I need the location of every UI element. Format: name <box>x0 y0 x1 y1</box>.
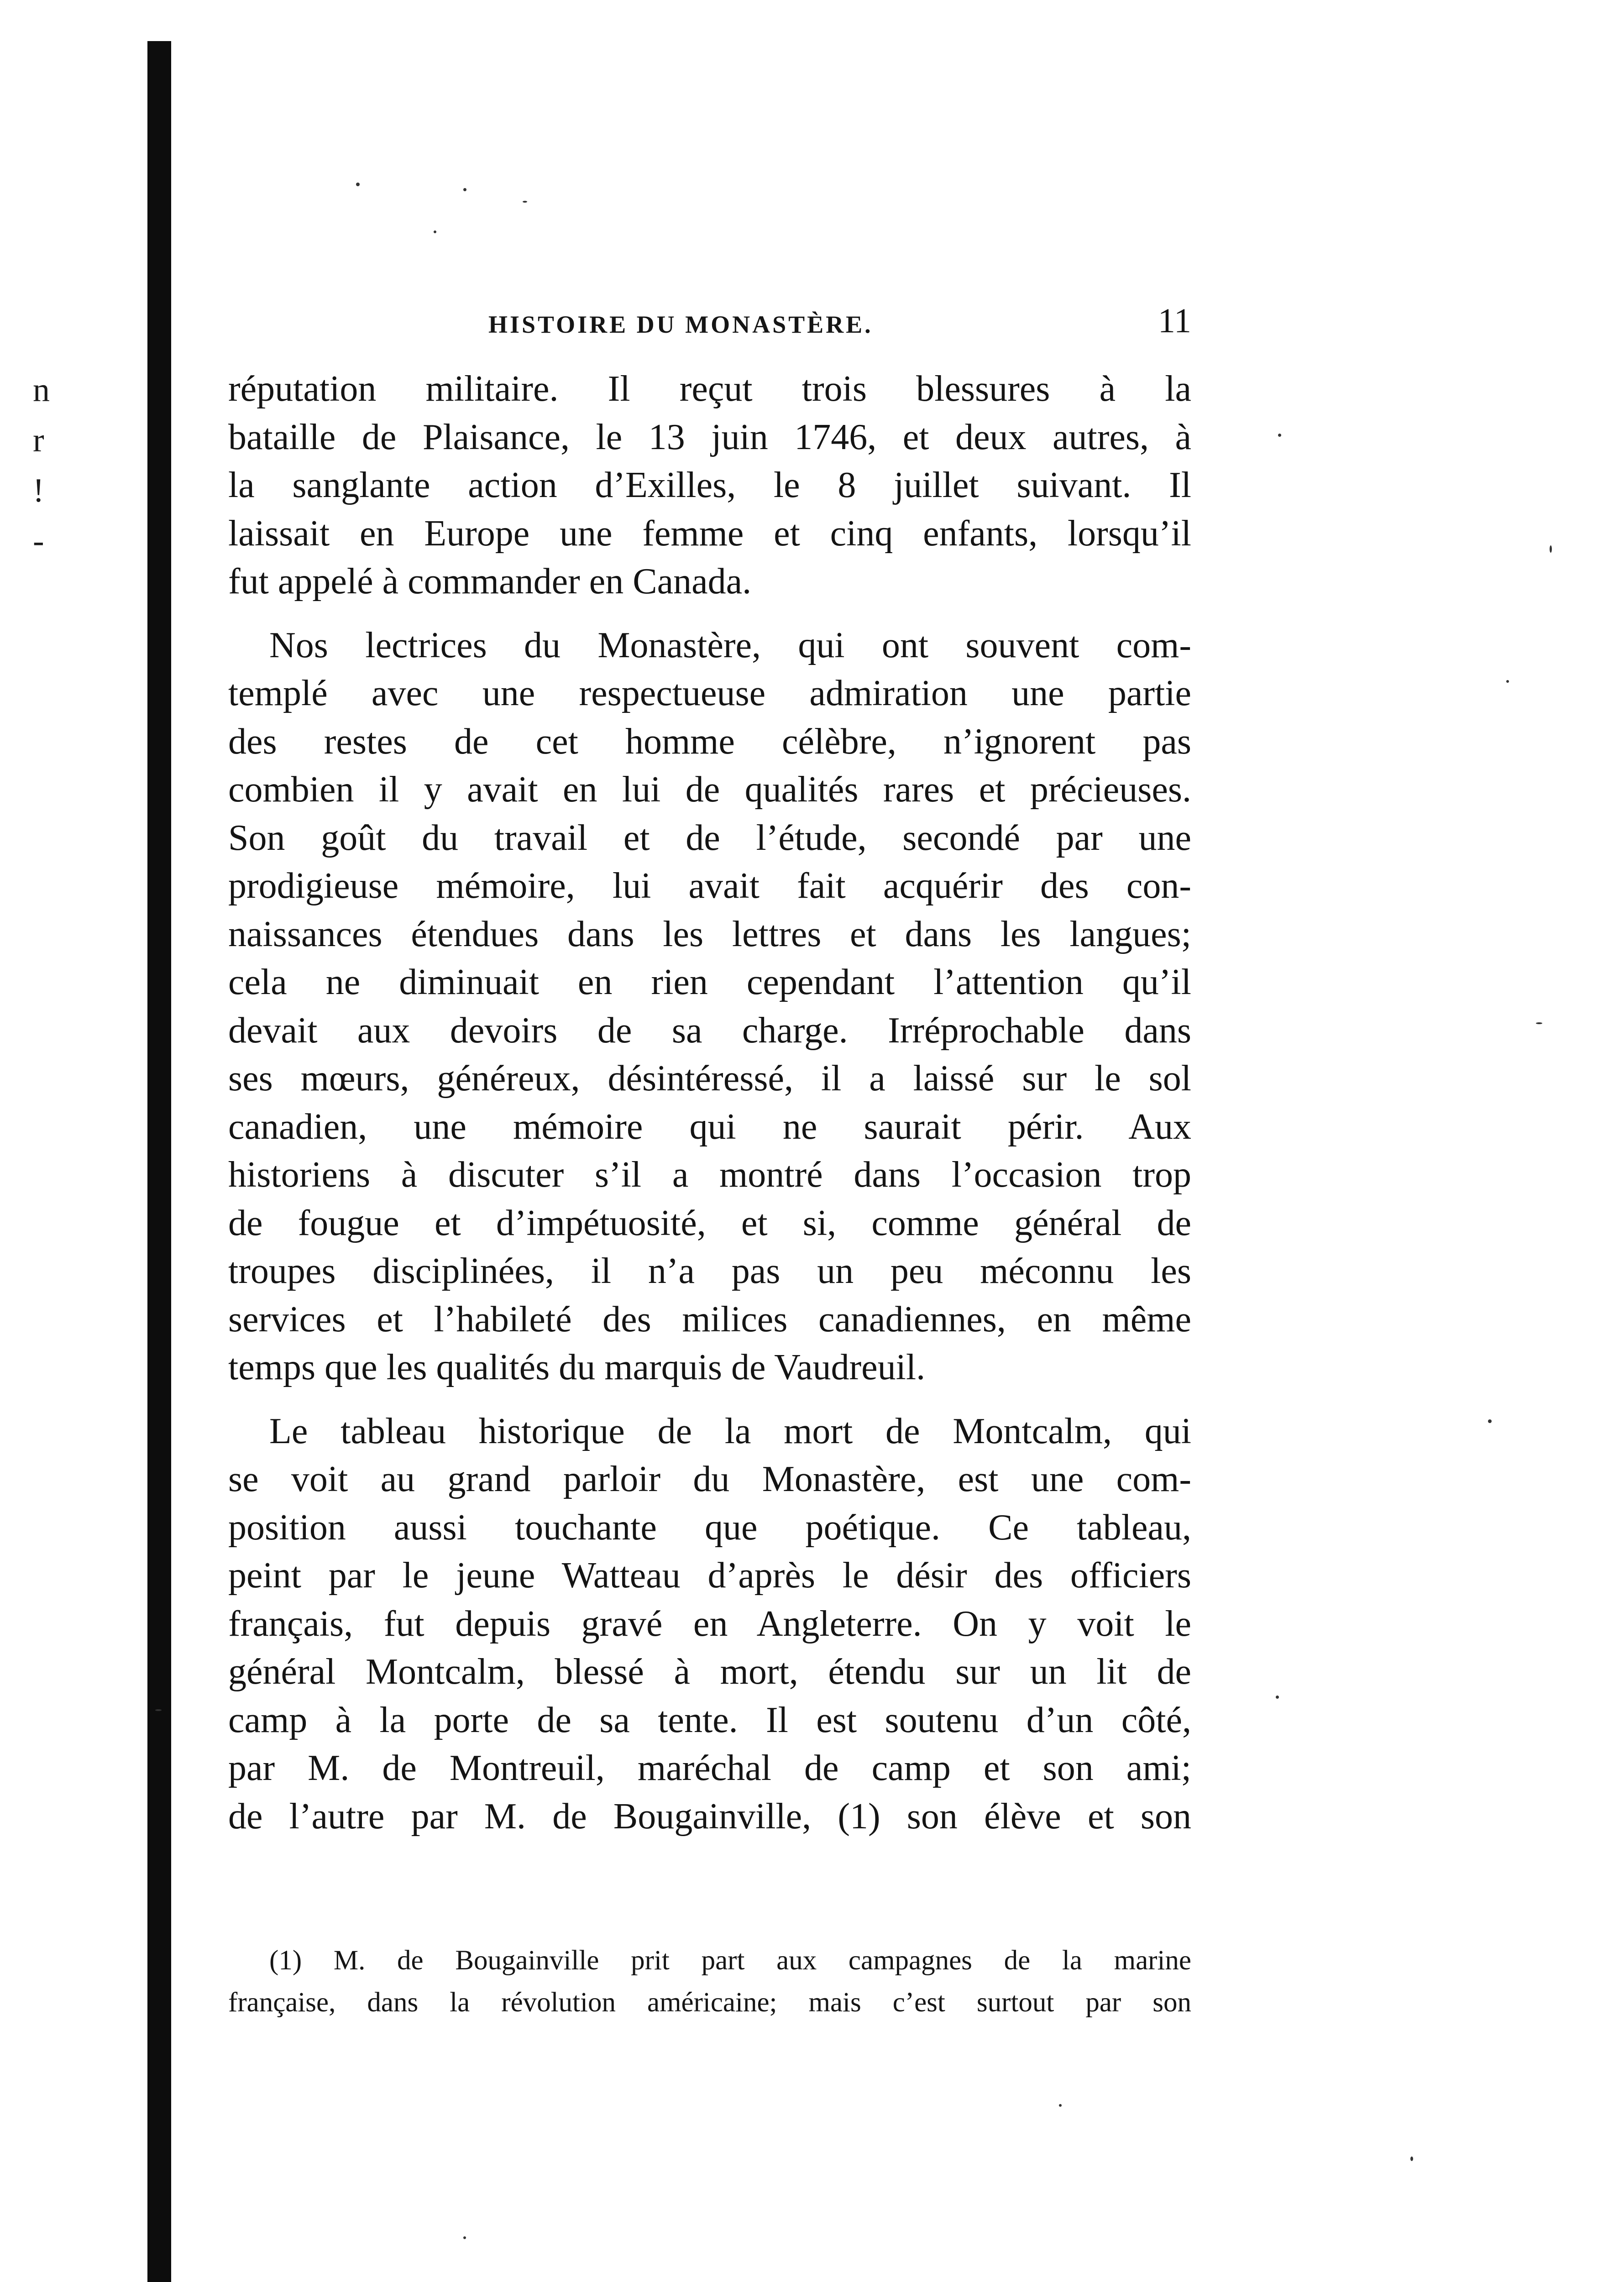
margin-mark: n <box>33 372 50 409</box>
page-number: 11 <box>1158 302 1191 340</box>
text-line: troupes disciplinées, il n’a pas un peu méconnu les <box>228 1251 1191 1291</box>
text-line: peint par le jeune Watteau d’après le désir des officiers <box>228 1555 1191 1596</box>
page-header <box>228 301 1191 342</box>
text-line: Son goût du travail et de l’étude, secondé par une <box>228 817 1191 858</box>
text-line: templé avec une respectueuse admiration une partie <box>228 673 1191 713</box>
text-line: camp à la porte de sa tente. Il est soutenu d’un côté, <box>228 1700 1191 1740</box>
paper-speck <box>463 188 466 191</box>
text-line: Nos lectrices du Monastère, qui ont souvent com- <box>269 625 1191 665</box>
paper-speck <box>463 2236 466 2239</box>
text-line: de l’autre par M. de Bougainville, (1) son élève et son <box>228 1796 1191 1837</box>
paper-speck <box>1506 680 1509 683</box>
text-line: temps que les qualités du marquis de Vaudreuil. <box>228 1347 926 1387</box>
paper-speck <box>1550 545 1552 553</box>
text-line: ses mœurs, généreux, désintéressé, il a laissé sur le sol <box>228 1058 1191 1099</box>
text-line: de fougue et d’impétuosité, et si, comme général de <box>228 1203 1191 1243</box>
margin-mark: r <box>33 422 44 459</box>
paper-speck <box>1536 1022 1542 1024</box>
running-title: HISTOIRE DU MONASTÈRE. <box>488 311 873 338</box>
footnote-line: française, dans la révolution américaine; mais c’est surtout par son <box>228 1987 1191 2018</box>
paragraph-3 <box>228 1408 1191 1841</box>
text-line: général Montcalm, blessé à mort, étendu sur un lit de <box>228 1652 1191 1692</box>
text-line: historiens à discuter s’il a montré dans l’occasion trop <box>228 1155 1191 1195</box>
paragraph-2 <box>228 622 1191 1392</box>
text-line: devait aux devoirs de sa charge. Irréprochable dans <box>228 1010 1191 1051</box>
text-line: canadien, une mémoire qui ne saurait périr. Aux <box>228 1106 1191 1147</box>
paper-speck <box>434 230 436 233</box>
text-line: naissances étendues dans les lettres et dans les langues; <box>228 914 1191 954</box>
text-line: réputation militaire. Il reçut trois blessures à la <box>228 369 1191 409</box>
paper-speck <box>1488 1419 1492 1423</box>
text-line: des restes de cet homme célèbre, n’ignorent pas <box>228 721 1191 762</box>
margin-mark: - <box>33 522 44 560</box>
text-line: Le tableau historique de la mort de Montcalm, qui <box>269 1411 1191 1451</box>
paper-speck <box>1059 2104 1062 2107</box>
text-line: bataille de Plaisance, le 13 juin 1746, et deux autres, à <box>228 417 1191 457</box>
paper-speck <box>356 183 360 186</box>
paper-speck <box>1410 2156 1413 2161</box>
text-line: services et l’habileté des milices canadiennes, en même <box>228 1299 1191 1340</box>
paper-speck <box>523 201 527 203</box>
text-line: laissait en Europe une femme et cinq enfants, lorsqu’il <box>228 513 1191 554</box>
binding-shadow <box>147 41 171 2282</box>
paragraph-1 <box>228 365 1191 606</box>
text-line: cela ne diminuait en rien cependant l’attention qu’il <box>228 962 1191 1002</box>
footnote <box>228 1940 1191 2024</box>
paper-speck <box>1276 1696 1279 1699</box>
text-line: fut appelé à commander en Canada. <box>228 561 752 602</box>
margin-mark: ! <box>33 472 44 509</box>
text-line: position aussi touchante que poétique. Ce tableau, <box>228 1507 1191 1548</box>
text-line: la sanglante action d’Exilles, le 8 juillet suivant. Il <box>228 465 1191 505</box>
text-line: se voit au grand parloir du Monastère, est une com- <box>228 1459 1191 1499</box>
body-text <box>228 365 1191 1856</box>
text-line: combien il y avait en lui de qualités rares et précieuses. <box>228 769 1191 810</box>
text-line: par M. de Montreuil, maréchal de camp et son ami; <box>228 1748 1191 1788</box>
text-line: français, fut depuis gravé en Angleterre. On y voit le <box>228 1603 1191 1644</box>
margin-marks <box>33 365 69 612</box>
text-line: prodigieuse mémoire, lui avait fait acquérir des con- <box>228 866 1191 906</box>
paper-speck <box>1278 434 1281 437</box>
footnote-line: (1) M. de Bougainville prit part aux campagnes de la marine <box>269 1945 1191 1976</box>
